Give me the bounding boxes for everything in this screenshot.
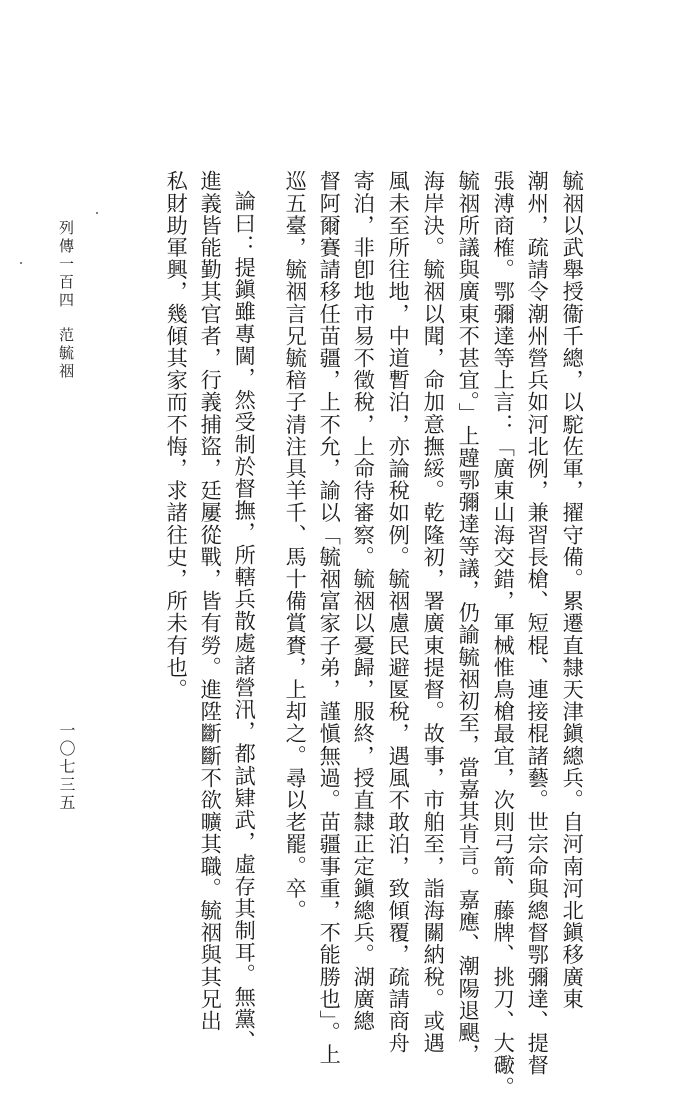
text-column-4: 毓䄄所議與廣東不甚宜。」上韙鄂彌達等議，仍諭毓䄄初至，當嘉其肯言。嘉應、潮陽退颶，	[456, 170, 482, 1066]
text-column-2: 潮州，疏請令潮州營兵如河北例，兼習長槍、短棍、連接棍諸藝。世宗命與總督鄂彌達、提督	[525, 170, 551, 1077]
text-column-7: 寄泊，非卽地市易不徵稅，上命待審察。毓䄄以憂歸，服終，授直隸正定鎭總兵。湖廣總	[351, 170, 377, 1032]
text-column-1: 毓䄄以武舉授衞千總，以駝佐軍，擢守備。累遷直隸天津鎭總兵。自河南河北鎭移廣東	[560, 170, 586, 1010]
commentary-column-1: 論曰：提鎭雖專閫，然受制於督撫，所轄兵散處諸營汛，都試肄武，虛存其制耳。無黨、	[232, 190, 258, 1052]
text-column-6: 風未至所往地，中道暫泊，亦論稅如例。毓䄄慮民避匽稅，遇風不敢泊，致傾覆，疏請商舟	[386, 170, 412, 1054]
running-head-title: 列傳一百四	[57, 220, 75, 310]
commentary-column-2: 進義皆能勤其官者，行義捕盜，廷屢從戰，皆有勞。進陞斷斷不欲曠其職。毓䄄與其兄出	[198, 170, 224, 1032]
running-head-name: 范毓䄄	[57, 327, 75, 381]
text-column-3: 張溥商榷。鄂彌達等上言：「廣東山海交錯，軍械惟鳥槍最宜，次則弓箭、藤牌、挑刀、大礮。	[491, 170, 517, 1098]
text-column-8: 督阿爾賽請移任苗疆，上不允，諭以「毓䄄富家子弟，謹愼無過。苗疆事重，不能勝也」。上	[317, 170, 343, 1066]
text-column-9: 巡五臺，毓䄄言兄毓䅧子清注具羊千、馬十備賞賚，上却之。尋以老罷。卒。	[283, 170, 309, 922]
scan-speck	[96, 212, 98, 214]
page-number: 一〇七三五	[57, 722, 76, 812]
commentary-column-3: 私財助軍興，幾傾其家而不悔，求諸往史，所未有也。	[164, 170, 190, 701]
text-column-5: 海岸決。毓䄄以聞，命加意撫綏。乾隆初，署廣東提督。故事，市舶至，詣海關納稅。或遇	[421, 170, 447, 1054]
scan-speck	[20, 262, 22, 264]
